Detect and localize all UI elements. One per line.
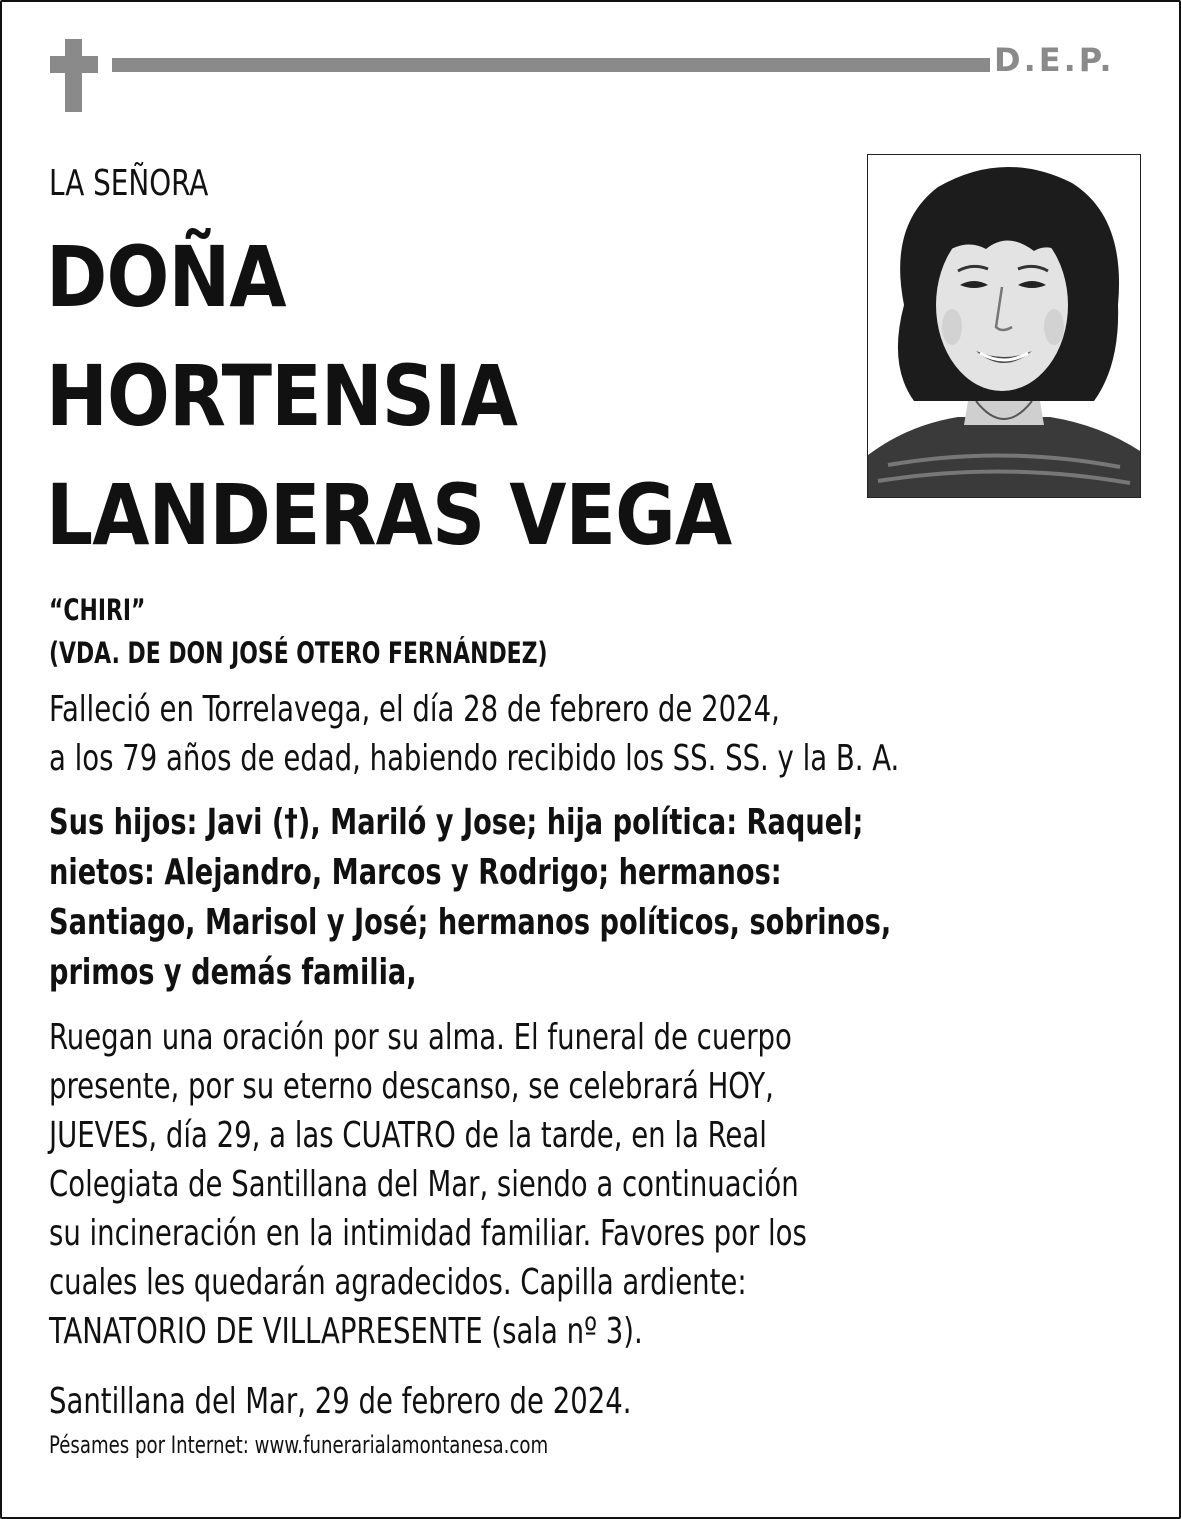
text-line: Santiago, Marisol y José; hermanos políticos, sobrinos, — [49, 902, 892, 943]
funeral-request — [49, 1013, 1181, 1356]
dep-label: D.E.P. — [994, 41, 1115, 79]
honorific: LA SEÑORA — [49, 163, 209, 204]
widow-of: (VDA. DE DON JOSÉ OTERO FERNÁNDEZ) — [49, 636, 548, 670]
text-line: Ruegan una oración por su alma. El funeral de cuerpo — [49, 1017, 792, 1058]
portrait-image — [868, 155, 1140, 497]
text-line: primos y demás familia, — [49, 952, 417, 993]
text-line: Colegiata de Santillana del Mar, siendo a continuación — [49, 1164, 799, 1205]
text-line: TANATORIO DE VILLAPRESENTE (sala nº 3). — [49, 1311, 643, 1352]
text-line: cuales les quedarán agradecidos. Capilla ardiente: — [49, 1262, 747, 1303]
text-line: su incineración en la intimidad familiar. Favores por los — [49, 1213, 807, 1254]
cross-icon — [65, 39, 82, 112]
portrait-photo — [867, 154, 1141, 498]
text-line: Falleció en Torrelavega, el día 28 de febrero de 2024, — [49, 689, 780, 730]
text-line: a los 79 años de edad, habiendo recibido los SS. SS. y la B. A. — [49, 738, 900, 779]
name-line: HORTENSIA — [46, 347, 518, 445]
condolences-link: Pésames por Internet: www.funerarialamontanesa.com — [49, 1431, 549, 1459]
death-notice — [49, 685, 1181, 783]
family-list — [49, 798, 891, 998]
deceased-name — [46, 218, 731, 575]
nickname: “CHIRI” — [49, 593, 146, 627]
cross-icon-bar — [50, 56, 98, 73]
text-line: JUEVES, día 29, a las CUATRO de la tarde, en la Real — [49, 1115, 767, 1156]
header-rule — [112, 58, 990, 72]
place-date: Santillana del Mar, 29 de febrero de 2024. — [49, 1381, 632, 1422]
text-line: Sus hijos: Javi (†), Mariló y Jose; hija política: Raquel; — [49, 802, 864, 843]
text-line: presente, por su eterno descanso, se celebrará HOY, — [49, 1066, 774, 1107]
text-line: nietos: Alejandro, Marcos y Rodrigo; hermanos: — [49, 852, 782, 893]
name-line: LANDERAS VEGA — [46, 466, 732, 564]
name-line: DOÑA — [46, 228, 286, 326]
